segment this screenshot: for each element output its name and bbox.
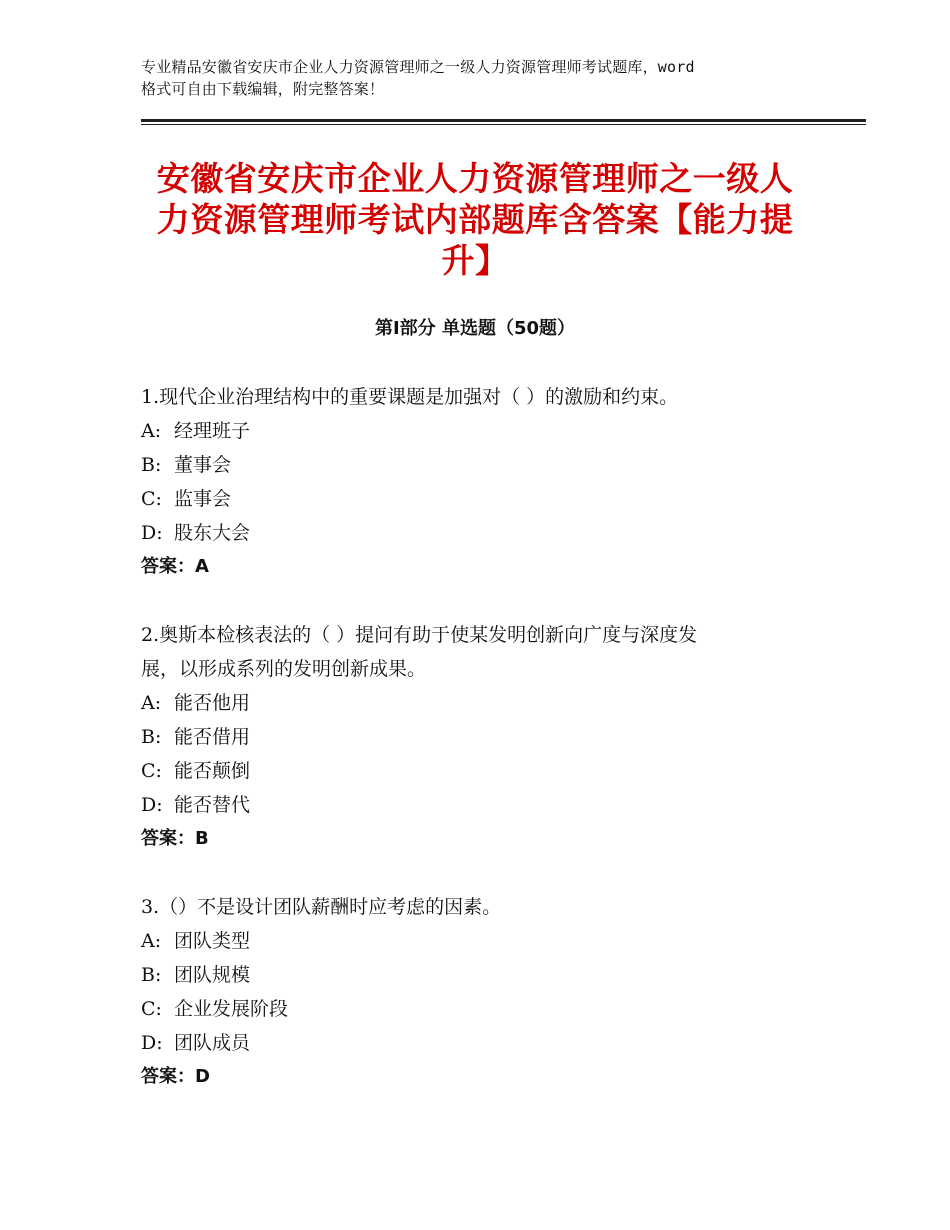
question-stem: 1.现代企业治理结构中的重要课题是加强对（ ）的激励和约束。	[141, 386, 679, 408]
option-b	[141, 720, 821, 754]
question-stem-line-2: 展，以形成系列的发明创新成果。	[141, 658, 427, 680]
question-3	[141, 890, 821, 1094]
question-2	[141, 618, 821, 856]
option-a	[141, 924, 821, 958]
option-d	[141, 788, 821, 822]
option-key: C:	[141, 998, 162, 1020]
question-1	[141, 380, 821, 584]
document-title-line-3: 升】	[441, 241, 509, 280]
question-stem: 3.（）不是设计团队薪酬时应考虑的因素。	[141, 896, 502, 918]
question-list	[141, 380, 821, 1128]
header-note-line-2: 格式可自由下载编辑，附完整答案！	[141, 80, 385, 98]
option-key: C:	[141, 488, 162, 510]
option-text: 团队成员	[174, 1032, 251, 1054]
header-note-line-1: 专业精品安徽省安庆市企业人力资源管理师之一级人力资源管理师考试题库，word	[141, 58, 695, 76]
option-c	[141, 992, 821, 1026]
option-text: 能否他用	[174, 692, 251, 714]
option-text: 团队规模	[174, 964, 251, 986]
option-key: D:	[141, 794, 163, 816]
document-title-line-2: 力资源管理师考试内部题库含答案【能力提	[156, 200, 794, 239]
option-text: 能否替代	[174, 794, 251, 816]
answer-label: 答案：D	[141, 1066, 210, 1087]
option-a	[141, 414, 821, 448]
option-text: 股东大会	[174, 522, 251, 544]
header-divider-thin	[141, 124, 866, 125]
option-d	[141, 1026, 821, 1060]
option-c	[141, 754, 821, 788]
option-b	[141, 448, 821, 482]
answer-label: 答案：A	[141, 556, 209, 577]
option-text: 团队类型	[174, 930, 251, 952]
option-text: 能否借用	[174, 726, 251, 748]
option-text: 监事会	[174, 488, 232, 510]
option-text: 能否颠倒	[174, 760, 251, 782]
option-key: B:	[141, 454, 162, 476]
question-stem-line-1: 2.奥斯本检核表法的（ ）提问有助于使某发明创新向广度与深度发	[141, 624, 698, 646]
option-key: D:	[141, 522, 163, 544]
option-d	[141, 516, 821, 550]
option-key: C:	[141, 760, 162, 782]
option-key: D:	[141, 1032, 163, 1054]
option-text: 企业发展阶段	[174, 998, 289, 1020]
option-key: B:	[141, 964, 162, 986]
document-title-line-1: 安徽省安庆市企业人力资源管理师之一级人	[156, 159, 794, 198]
option-c	[141, 482, 821, 516]
option-key: A:	[141, 420, 162, 442]
option-key: A:	[141, 692, 162, 714]
option-key: B:	[141, 726, 162, 748]
header-note	[141, 56, 831, 100]
option-text: 董事会	[174, 454, 232, 476]
document-title	[141, 158, 809, 281]
answer-label: 答案：B	[141, 828, 209, 849]
option-b	[141, 958, 821, 992]
option-a	[141, 686, 821, 720]
option-key: A:	[141, 930, 162, 952]
header-divider-thick	[141, 119, 866, 122]
section-heading: 第Ⅰ部分 单选题（50题）	[374, 318, 575, 339]
option-text: 经理班子	[174, 420, 251, 442]
